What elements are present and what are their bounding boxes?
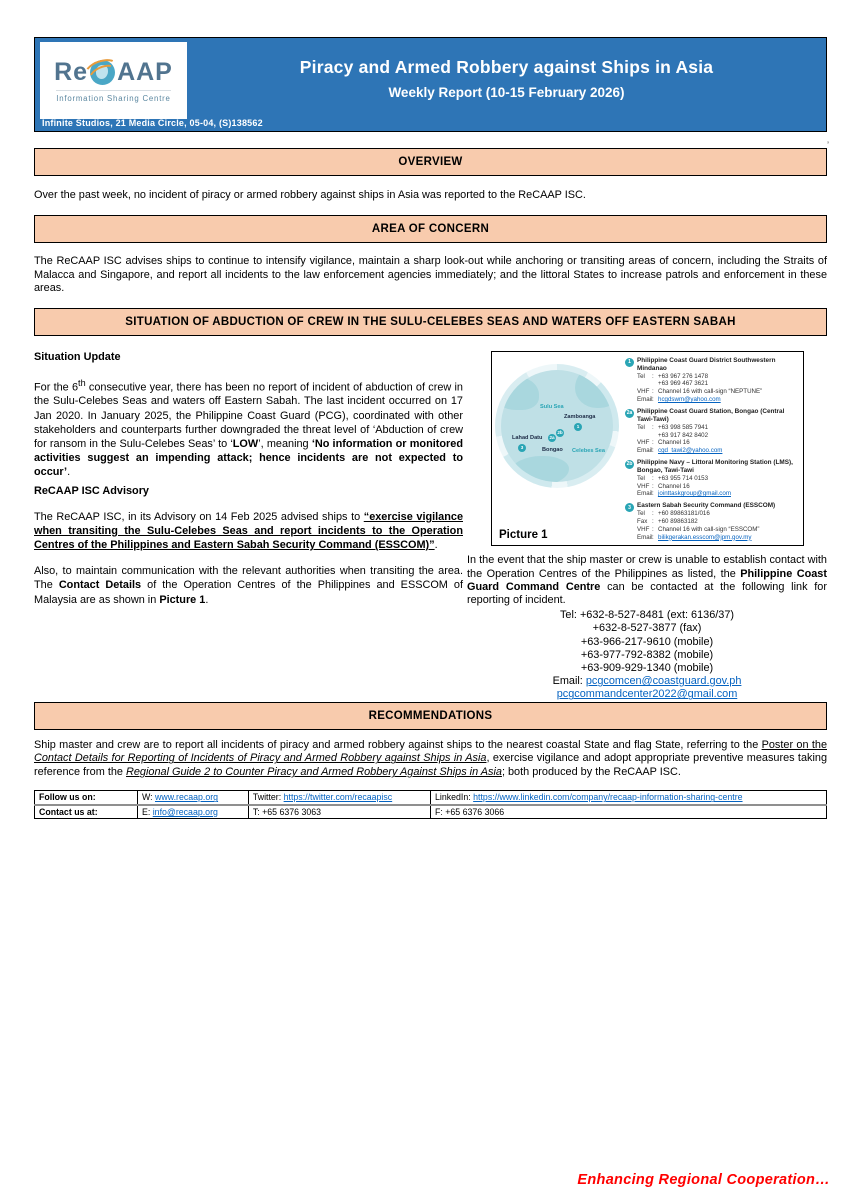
contact-entry-title: Philippine Navy – Littoral Monitoring Station (LMS), Bongao, Tawi-Tawi [637,458,793,474]
stray-mark: ’ [827,140,829,150]
map-marker-2a: 2a [549,435,555,441]
report-title: Piracy and Armed Robbery against Ships in Asia [299,57,714,77]
globe-icon [89,59,116,86]
table-row [35,805,827,819]
pcg-email-line1: Email: pcgcomcen@coastguard.gov.ph [552,675,742,688]
map-marker-2b: 2b [557,430,563,436]
tagline: Enhancing Regional Cooperation… [577,1172,830,1188]
area-of-concern-body: The ReCAAP ISC advises ships to continue to intensify vigilance, maintain a sharp look-out while anchoring or transiting areas of concern, including the Straits of Malacca and Singapore, and report all incidents to the law enforcement agencies immediately; and the littoral States to increase patrols and enforcement in these areas. [34,255,827,295]
website-cell: W: www.recaap.org [137,791,248,805]
twitter-link[interactable]: https://twitter.com/recaapisc [283,792,393,803]
marker-badge-3: 3 [625,503,634,512]
report-header [34,37,827,132]
recommendations-paragraph: Ship master and crew are to report all incidents of piracy and armed robbery against ships to the nearest coastal State and flag State, referring to the Poster on the Contact Details for Reporting of Incidents of Piracy and Armed Robbery against Ships in Asia, exercise vigilance and adopt appropriate preventive measures taking reference from the Regional Guide 2 to Counter Piracy and Armed Robbery Against Ships in Asia; both produced by the ReCAAP ISC. [34,738,827,779]
linkedin-cell: LinkedIn: https://www.linkedin.com/company/recaap-information-sharing-centre [430,791,826,805]
email-cell: E: info@recaap.org [137,805,248,819]
email-link[interactable]: bilikgerakan.esscom@jpm.gov.my [658,533,752,541]
map-marker-1: 1 [574,423,582,431]
email-link[interactable]: hcgdswm@yahoo.com [658,396,721,404]
map-marker-3: 3 [518,444,526,452]
contact-entry-title: Philippine Coast Guard District Southwestern Mindanao [637,356,776,372]
loc-label-zamboanga: Zamboanga [564,413,596,420]
email-link[interactable]: cgd_tawi2@yahoo.com [658,447,723,455]
fax-cell: F: +65 6376 3066 [430,805,826,819]
website-link[interactable]: www.recaap.org [155,792,219,803]
sea-label-sulu: Sulu Sea [540,403,564,410]
pcg-email-link-1[interactable]: pcgcomcen@coastguard.gov.ph [585,675,742,688]
loc-label-bongao: Bongao [542,446,563,453]
pcg-tel-line1: Tel: +632-8-527-8481 (ext: 6136/37) [559,609,735,622]
pcg-email-line2 [467,688,827,701]
contact-entry-3: 3 Eastern Sabah Security Command (ESSCOM) Tel : +60 89863181/016 Fax : +60 89863182 VHF : Channel 16 with call-sign “ESSCOM” Email : bilikgerakan.esscom@jpm.gov.my [625,502,798,541]
header-titles [187,38,826,131]
marker-badge-2a: 2a [626,410,633,417]
email-link[interactable]: jointtaskgroup@gmail.com [658,490,731,498]
map-circle [501,370,613,482]
recaap-logo-wordmark [54,59,173,86]
loc-label-lahad-datu: Lahad Datu [512,434,543,441]
overview-body: Over the past week, no incident of piracy or armed robbery against ships in Asia was reported to the ReCAAP ISC. [34,189,586,201]
advisory-heading: ReCAAP ISC Advisory [34,484,149,497]
section-bar-area-of-concern: AREA OF CONCERN [34,215,827,243]
logo-text-re: Re [54,57,89,86]
superscript-th: th [78,377,86,388]
picture1-caption: Picture 1 [499,529,548,542]
situation-right-column [467,346,827,702]
advisory-paragraph: The ReCAAP ISC, in its Advisory on 14 Feb 2025 advised ships to “exercise vigilance when transiting the Sulu-Celebes Seas and report incidents to the Operation Centres of the Philippines and Eastern Sabah Security Command (ESSCOM)”. [34,510,463,552]
report-subtitle: Weekly Report (10-15 February 2026) [388,85,625,100]
pcg-contact-paragraph: In the event that the ship master or crew is unable to establish contact with the Operation Centres of the Philippines as listed, the Philippine Coast Guard Command Centre can be contacted at the following link for reporting of incident. [467,554,827,606]
contact-entry-2b: 2b Philippine Navy – Littoral Monitoring Station (LMS), Bongao, Tawi-Tawi Tel : +63 955 714 0153 VHF : Channel 16 Email : jointtaskgroup@gmail.com [625,459,798,498]
pcg-tel-line3: +63-966-217-9610 (mobile) [580,635,714,648]
contact-list [623,352,803,546]
footer-email-link[interactable]: info@recaap.org [152,806,218,817]
pcg-email-link-2[interactable]: pcgcommandcenter2022@gmail.com [556,688,738,701]
pcg-contact-block [467,609,827,701]
section-bar-recommendations: RECOMMENDATIONS [34,702,827,730]
pcg-tel-line5: +63-909-929-1340 (mobile) [580,662,714,675]
section-bar-overview: OVERVIEW [34,148,827,176]
follow-us-label: Follow us on: [35,791,138,805]
contact-entry-title: Philippine Coast Guard Station, Bongao (Central Tawi-Tawi) [637,407,785,423]
marker-badge-2b: 2b [626,461,633,468]
situation-columns [34,346,827,702]
linkedin-link[interactable]: https://www.linkedin.com/company/recaap-information-sharing-centre [473,792,743,803]
sea-label-celebes: Celebes Sea [572,447,605,454]
recaap-logo [40,42,187,119]
contact-entry-1: 1 Philippine Coast Guard District Southwestern Mindanao Tel : +63 967 276 1478 +63 969 467 3621 VHF : Channel 16 with call-sign “NEPTUNE” Email : hcgdswm@yahoo.com [625,357,798,404]
isc-address: Infinite Studios, 21 Media Circle, 05-04, (S)138562 [42,118,263,128]
situation-left-column [34,346,463,702]
footer-contact-table [34,790,827,819]
marker-badge-1: 1 [625,358,634,367]
picture1-box [491,351,804,547]
twitter-cell: Twitter: https://twitter.com/recaapisc [248,791,430,805]
contact-us-label: Contact us at: [35,805,138,819]
table-row [35,791,827,805]
situation-update-heading: Situation Update [34,350,121,363]
logo-text-aap: AAP [117,57,173,86]
sulu-celebes-map [492,352,623,546]
section-bar-situation: SITUATION OF ABDUCTION OF CREW IN THE SULU-CELEBES SEAS AND WATERS OFF EASTERN SABAH [34,308,827,336]
contact-entry-2a: 2a Philippine Coast Guard Station, Bongao (Central Tawi-Tawi) Tel : +63 998 585 7941 +63 917 842 8402 VHF : Channel 16 Email : cgd_tawi2@yahoo.com [625,408,798,455]
report-content [34,0,827,819]
contact-entry-title: Eastern Sabah Security Command (ESSCOM) [637,502,776,510]
logo-subtitle: Information Sharing Centre [56,90,170,103]
communication-paragraph: Also, to maintain communication with the relevant authorities when transiting the area. The Contact Details of the Operation Centres of the Philippines and ESSCOM of Malaysia are as shown in Picture 1. [34,565,464,606]
pcg-tel-line2: +632-8-527-3877 (fax) [592,622,702,635]
telephone-cell: T: +65 6376 3063 [248,805,430,819]
pcg-tel-line4: +63-977-792-8382 (mobile) [580,648,714,661]
situation-update-paragraph: For the 6th consecutive year, there has been no report of incident of abduction of crew in the Sulu-Celebes Seas and waters off Eastern Sabah. The last incident occurred on 17 Jan 2020. In January 2025, the Philippine Coast Guard (PCG), coordinated with other stakeholders and counterparts further downgraded the threat level of ‘Abduction of crew for ransom in the Sulu-Celebes Seas’ to ‘LOW’, meaning ‘No information or monitored activities suggest an impending attack; hence incidents are not expected to occur’. [34,377,463,479]
